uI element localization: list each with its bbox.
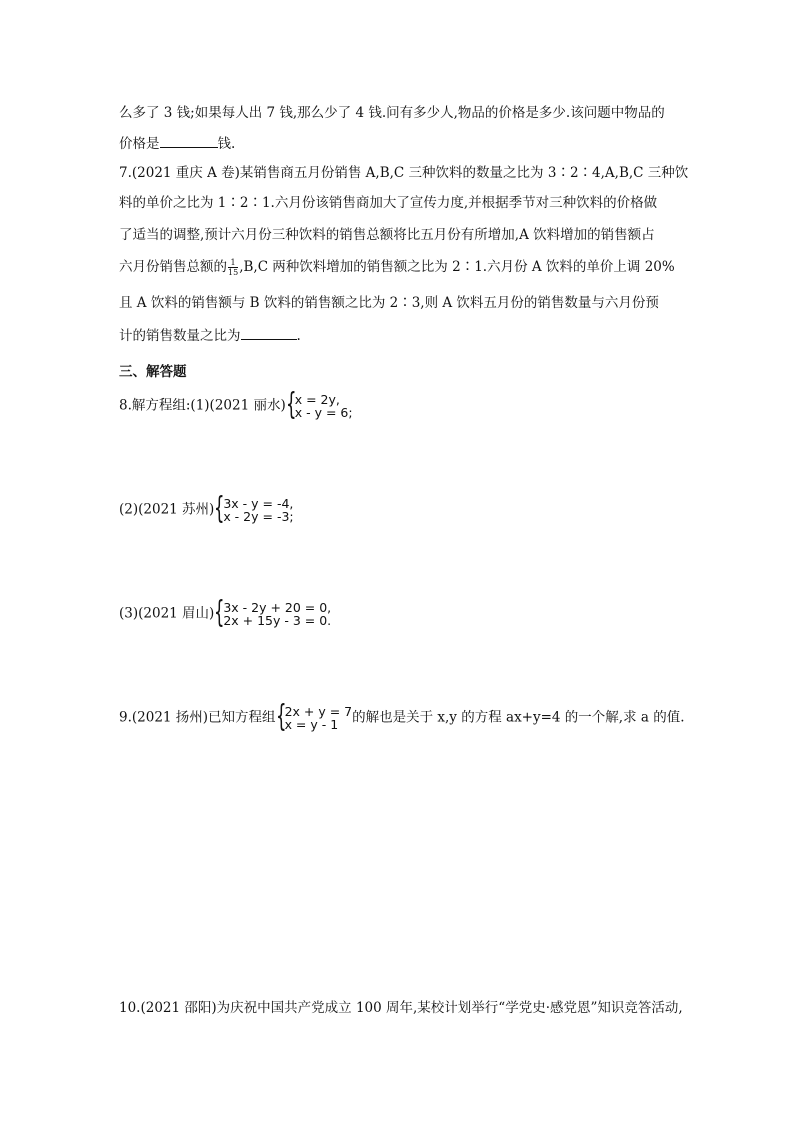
q7-line-3: 了适当的调整,预计六月份三种饮料的销售总额将比五月份有所增加,A 饮料增加的销售额占 bbox=[119, 227, 655, 243]
q7-line-2: 料的单价之比为 1∶2∶1.六月份该销售商加大了宣传力度,并根据季节对三种饮料的价格做 bbox=[119, 195, 658, 211]
equation-line: x - 2y = -3; bbox=[223, 509, 294, 524]
left-brace-icon: { bbox=[275, 699, 287, 734]
q7-line-6 bbox=[119, 325, 301, 346]
equation-line: 3x - y = -4, bbox=[223, 496, 294, 511]
q10-line-1: 10.(2021 邵阳)为庆祝中国共产党成立 100 周年,某校计划举行“学党史·感党恩”知识竞答活动, bbox=[119, 1000, 683, 1016]
equation-line: 2x + y = 7 bbox=[284, 704, 353, 719]
q7-line-4-post: ,B,C 两种饮料增加的销售额之比为 2∶1.六月份 A 饮料的单价上调 20% bbox=[239, 259, 675, 275]
q8-prefix: 8.解方程组:(1)(2021 丽水) bbox=[119, 397, 286, 414]
q9-text: 的解也是关于 x,y 的方程 ax+y=4 的一个解,求 a 的值. bbox=[352, 709, 685, 726]
fraction-denominator: 15 bbox=[228, 268, 239, 277]
q9 bbox=[119, 699, 685, 734]
q7-line-6-pre: 计的销售数量之比为 bbox=[119, 328, 241, 344]
q8-part2-prefix: (2)(2021 苏州) bbox=[119, 501, 215, 518]
q8-part2 bbox=[119, 491, 294, 526]
section-heading-solutions: 三、解答题 bbox=[119, 364, 187, 380]
equation-system-q9 bbox=[275, 699, 353, 734]
q8-part3-prefix: (3)(2021 眉山) bbox=[119, 605, 215, 622]
q7-line-4-pre: 六月份销售总额的 bbox=[119, 259, 227, 275]
q9-prefix: 9.(2021 扬州)已知方程组 bbox=[119, 709, 276, 726]
equation-line: 3x - 2y + 20 = 0, bbox=[223, 600, 332, 615]
q6-answer-blank[interactable] bbox=[160, 133, 218, 148]
q8-part3 bbox=[119, 595, 332, 630]
q7-line-6-post: . bbox=[296, 328, 301, 344]
q6-continuation-line-1: 么多了 3 钱;如果每人出 7 钱,那么少了 4 钱.问有多少人,物品的价格是多少.该问题中物品的 bbox=[119, 105, 665, 121]
q7-answer-blank[interactable] bbox=[241, 325, 297, 340]
left-brace-icon: { bbox=[214, 595, 225, 630]
equation-line: x = y - 1 bbox=[284, 717, 339, 732]
q8-part1 bbox=[119, 387, 353, 422]
q6-answer-suffix: 钱. bbox=[217, 136, 236, 152]
fraction-one-fifteenth bbox=[228, 258, 238, 277]
q7-line-4 bbox=[119, 257, 675, 277]
fraction-numerator: 1 bbox=[228, 258, 238, 268]
q7-line-5: 且 A 饮料的销售额与 B 饮料的销售额之比为 2∶3,则 A 饮料五月份的销售数量与六月份预 bbox=[119, 295, 659, 311]
equation-system-q8-1 bbox=[285, 387, 353, 422]
equation-system-q8-3 bbox=[214, 595, 332, 630]
left-brace-icon: { bbox=[214, 491, 225, 526]
q7-line-1: 7.(2021 重庆 A 卷)某销售商五月份销售 A,B,C 三种饮料的数量之比为 3∶2∶4,A,B,C 三种饮 bbox=[119, 165, 689, 181]
equation-line: 2x + 15y - 3 = 0. bbox=[223, 613, 332, 628]
equation-line: x - y = 6; bbox=[294, 405, 353, 420]
q6-answer-prefix: 价格是 bbox=[119, 136, 160, 152]
left-brace-icon: { bbox=[285, 387, 297, 422]
q6-continuation-line-2 bbox=[119, 133, 235, 154]
equation-line: x = 2y, bbox=[294, 392, 340, 407]
equation-system-q8-2 bbox=[214, 491, 294, 526]
